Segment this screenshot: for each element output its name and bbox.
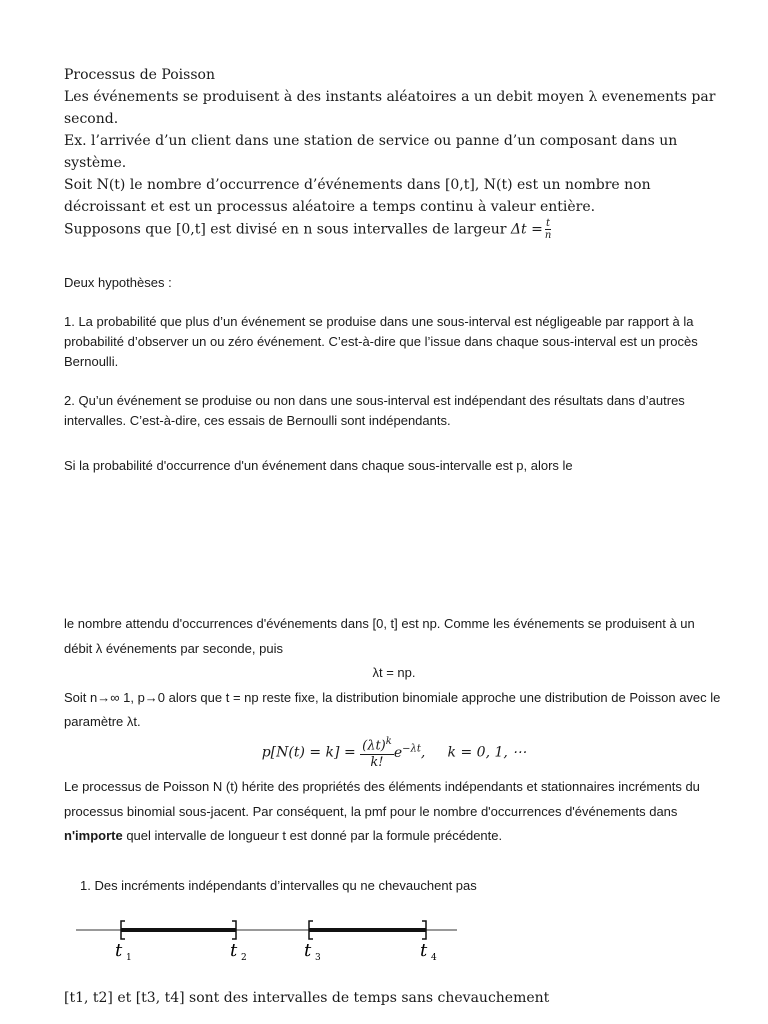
t-over-n-fraction [545,218,551,241]
formula-denominator: k! [370,755,384,771]
paragraph-poisson-properties [64,775,724,849]
interval-diagram [70,916,470,966]
intro-paragraph-example: Ex. l’arrivée d’un client dans une station de service ou panne d’un composant dans un système. [64,133,678,171]
formula-exponential [394,745,421,761]
intro-paragraph-subdivision [64,218,724,241]
fraction-numerator: t [546,218,551,229]
formula-lhs: p[N(t) = k] = [261,744,356,761]
label-t3-sub: 3 [315,953,321,963]
formula-rhs: , k = 0, 1, ⋯ [420,744,527,761]
delta-t-symbol: Δt = [510,221,543,238]
formula-fraction [360,734,394,771]
label-t3: t [304,940,312,961]
intro-section [64,64,724,241]
label-t1: t [115,940,123,961]
properties-text-before: Le processus de Poisson N (t) hérite des propriétés des éléments indépendants et stationnaires incréments du processus binomial sous-jacent. Par conséquent, la pmf pour le nombre d'occurrences d'événements dans [64,779,700,819]
hypothesis-1: 1. La probabilité que plus d’un événement se produise dans une sous-interval est négligeable par rapport à la probabilité d’observer un ou zéro événement. C’est-à-dire que l’issue dans chaque sous-interval est un procès Bernoulli. [64,314,698,369]
lambda-equation: λt = np. [372,665,416,680]
page-title: Processus de Poisson [64,67,215,83]
poisson-pmf-formula [64,734,724,771]
hypothesis-2: 2. Qu’un événement se produise ou non dans une sous-interval est indépendant des résultats dans d’autres intervalles. C’est-à-dire, ces essais de Bernoulli sont indépendants. [64,393,685,428]
label-t2-sub: 2 [241,953,247,963]
properties-bold-word: n'importe [64,828,123,843]
formula-e-exponent: −λt [402,743,421,754]
intro-paragraph-rate: Les événements se produisent à des instants aléatoires a un debit moyen λ evenements par second. [64,89,716,127]
subdivision-text: Supposons que [0,t] est divisé en n sous intervalles de largeur [64,221,511,238]
label-t2: t [230,940,238,961]
paragraph-probability: Si la probabilité d'occurrence d'un événement dans chaque sous-intervalle est p, alors le [64,458,573,473]
expected-count-text: le nombre attendu d'occurrences d'événements dans [0, t] est np. Comme les événements se produisent à un débit λ événements par seconde, puis [64,616,695,656]
label-t4: t [420,940,428,961]
formula-numerator [360,734,394,755]
label-t4-sub: 4 [431,953,437,963]
hypotheses-heading: Deux hypothèses : [64,275,172,290]
formula-numerator-exponent: k [385,736,392,747]
formula-numerator-base: (λt) [362,738,386,754]
properties-text-after: quel intervalle de longueur t est donné par la formule précédente. [122,828,503,843]
diagram-caption: [t1, t2] et [t3, t4] sont des intervalles de temps sans chevauchement [64,990,550,1006]
formula-e: e [393,744,403,761]
fraction-denominator: n [544,230,552,241]
paragraph-expected-count [64,612,724,735]
intro-paragraph-counting: Soit N(t) le nombre d’occurrence d’événements dans [0,t], N(t) est un nombre non décroissant et est un processus aléatoire a temps continu à valeur entière. [64,177,651,215]
list-item-independent-increments: 1. Des incréments indépendants d’intervalles qu ne chevauchent pas [80,878,477,893]
binomial-limit-text: Soit n→∞ 1, p→0 alors que t = np reste fixe, la distribution binomiale approche une distribution de Poisson avec le paramètre λt. [64,689,721,729]
label-t1-sub: 1 [126,953,132,963]
